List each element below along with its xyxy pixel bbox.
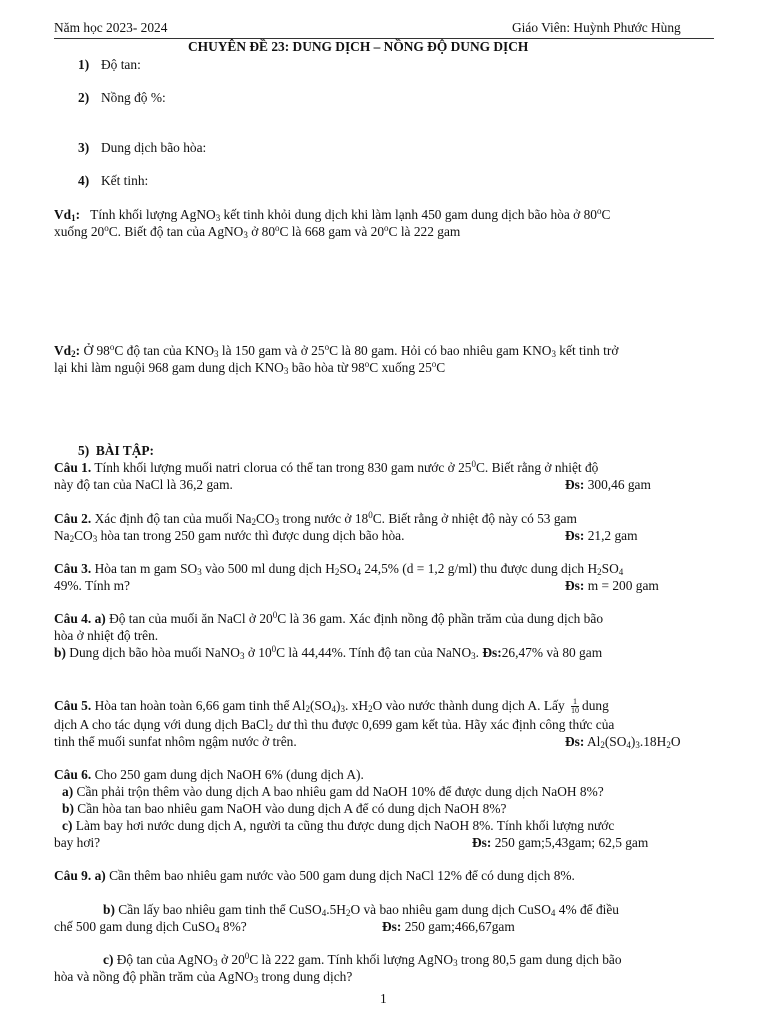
concept-2-num: 2) (78, 90, 90, 105)
question-1-line-2: này độ tan của NaCl là 36,2 gam. (54, 477, 233, 492)
example-2-line-1: $Vd_2$: Ở 98$^o$C độ tan của $KNO_3$ là 150 gam và ở 25$^o$C là 80 gam. Hỏi có bao nhiêu gam $KNO_3$ kết tinh trở (54, 342, 619, 359)
question-1-answer: Đs: 300,46 gam (565, 477, 651, 492)
question-6-part-c-line-2: bay hơi? (54, 835, 101, 850)
question-2-line-1: Câu 2. Xác định độ tan của muối $Na_2CO_3$ trong nước ở $18^0C$. Biết rằng ở nhiệt độ này có 53 gam (54, 510, 577, 527)
question-1-line-1: Câu 1. Tính khối lượng muối natri clorua có thể tan trong 830 gam nước ở $25^0C$. Biết rằng ở nhiệt độ (54, 459, 599, 475)
concept-1-text: Độ tan: (101, 57, 141, 72)
example-1-line-1: $Vd_1$: Tính khối lượng AgNO$_3$ kết tinh khỏi dung dịch khi làm lạnh 450 gam dung dịch bão hòa ở 80$^o$C (54, 206, 611, 223)
question-3-line-2: 49%. Tính m? (54, 578, 130, 593)
question-2-answer: Đs: 21,2 gam (565, 528, 638, 543)
question-4-answer-label: Đs: (482, 645, 502, 660)
concept-4-text: Kết tinh: (101, 173, 149, 188)
teacher-name: Giáo Viên: Huỳnh Phước Hùng (512, 20, 681, 35)
concept-3-text: Dung dịch bão hòa: (101, 140, 207, 155)
question-6-part-a: a) Cần phải trộn thêm vào dung dịch A bao nhiêu gam dd NaOH 10% để được dung dịch NaOH 8%? (62, 784, 604, 799)
question-4-line-2: hòa ở nhiệt độ trên. (54, 628, 159, 643)
page-number: 1 (380, 991, 387, 1006)
question-9-part-c-line-2: hòa và nồng độ phần trăm của AgNO$_3$ trong dung dịch? (54, 969, 353, 985)
example-1-line-2: xuống 20$^o$C. Biết độ tan của AgNO$_3$ ở 80$^o$C là 668 gam và 20$^o$C là 222 gam (54, 223, 461, 240)
question-4-answer: 26,47% và 80 gam (501, 645, 603, 660)
question-5-line-3: tinh thể muối sunfat nhôm ngậm nước ở trên. (54, 734, 297, 749)
question-6-part-b: b) Cần hòa tan bao nhiêu gam NaOH vào dung dịch A để có dung dịch NaOH 8%? (62, 801, 507, 816)
question-3-line-1: Câu 3. Hòa tan m gam $SO_3$ vào 500 ml dung dịch $H_2SO_4$ 24,5% (d = 1,2 g/ml) thu được dung dịch $H_2SO_4$ (54, 561, 624, 577)
question-9-part-b-line-1: b) Cần lấy bao nhiêu gam tinh thể $CuSO_4.5H_2O$ và bao nhiêu gam dung dịch CuSO$_4$ 4% để điều (103, 902, 619, 918)
question-9-part-b-line-2: chế 500 gam dung dịch CuSO$_4$ 8%? (54, 919, 247, 935)
question-6-part-c: c) Làm bay hơi nước dung dịch A, người ta cũng thu được dung dịch NaOH 8%. Tính khối lượng nước (62, 818, 615, 833)
question-5-answer: Đs: $Al_2(SO_4)_3.18H_2O$ (565, 734, 681, 750)
topic-title: CHUYÊN ĐỀ 23: DUNG DỊCH – NỒNG ĐỘ DUNG DỊCH (188, 39, 529, 54)
question-9-part-b-answer: Đs: 250 gam;466,67gam (382, 919, 515, 934)
question-2-line-2: $Na_2CO_3$ hòa tan trong 250 gam nước thì được dung dịch bão hòa. (54, 528, 405, 544)
concept-3-num: 3) (78, 140, 90, 155)
question-5-line-2: dịch A cho tác dụng với dung dịch BaCl$_2$ dư thì thu được 0,699 gam kết tủa. Hãy xác định công thức của (54, 717, 615, 733)
school-year: Năm học 2023- 2024 (54, 20, 168, 35)
question-3-answer: Đs: m = 200 gam (565, 578, 659, 593)
question-9-part-a: Câu 9. a) Cần thêm bao nhiêu gam nước vào 500 gam dung dịch NaCl 12% để có dung dịch 8%. (54, 868, 575, 883)
question-6-intro: Câu 6. Cho 250 gam dung dịch NaOH 6% (dung dịch A). (54, 767, 364, 782)
concept-2-text: Nồng độ %: (101, 90, 166, 105)
concept-1-num: 1) (78, 57, 90, 72)
question-4-line-1: Câu 4. a) Độ tan của muối ăn NaCl ở $20^0C$ là 36 gam. Xác định nồng độ phần trăm của dung dịch bão (54, 610, 604, 626)
exercises-heading: 5) BÀI TẬP: (78, 443, 155, 458)
example-2-line-2: lại khi làm nguội 968 gam dung dịch $KNO_3$ bão hòa từ 98$^o$C xuống 25$^o$C (54, 359, 446, 376)
question-6-answer: Đs: 250 gam;5,43gam; 62,5 gam (472, 835, 649, 850)
question-4-line-3: b) Dung dịch bão hòa muối NaNO$_3$ ở $10^0C$ là 44,44%. Tính độ tan của NaNO$_3$. Đs:26,47% và 80 gam (54, 644, 603, 661)
question-5-line-1: Câu 5. Hòa tan hoàn toàn 6,66 gam tinh thể $Al_2(SO_4)_3$. $xH_2O$ vào nước thành dung dịch A. Lấy $\frac{1}{10}$ dung (54, 697, 609, 715)
fraction-one-tenth: $\frac{1}{10}$ (571, 697, 580, 715)
question-9-part-c-line-1: c) Độ tan của AgNO$_3$ ở $20^0C$ là 222 gam. Tính khối lượng AgNO$_3$ trong 80,5 gam dung dịch bão (103, 951, 622, 968)
concept-4-num: 4) (78, 173, 90, 188)
